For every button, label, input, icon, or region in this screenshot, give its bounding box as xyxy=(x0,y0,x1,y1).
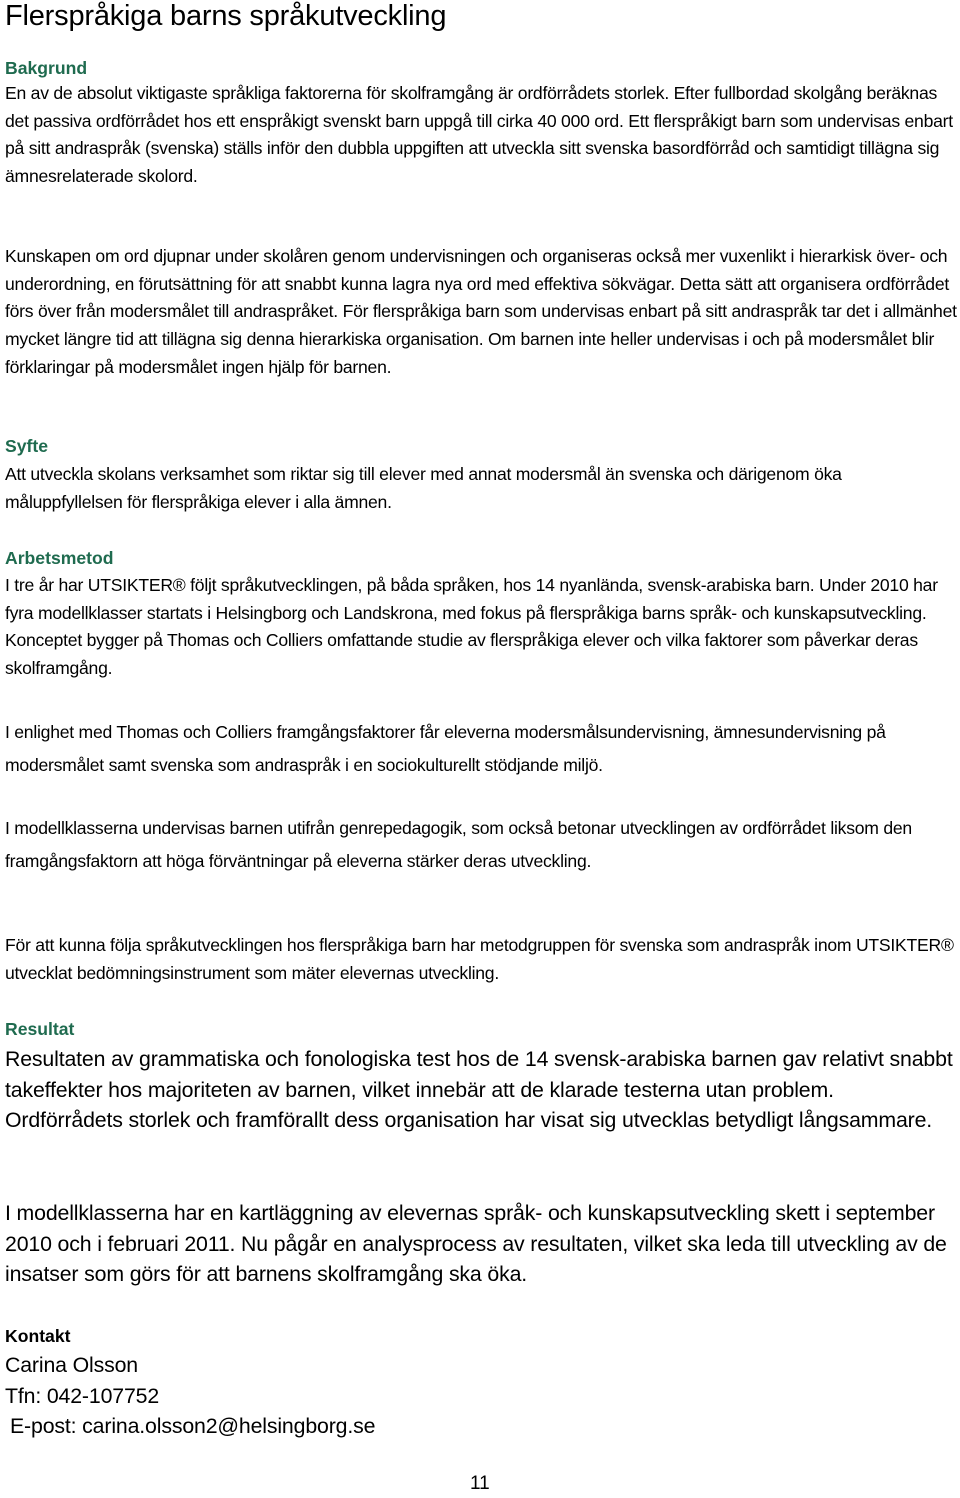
section-heading-resultat: Resultat xyxy=(5,1019,75,1039)
arbetsmetod-paragraph-1: I tre år har UTSIKTER® följt språkutvecklingen, på båda språken, hos 14 nyanlända, svensk-arabiska barn. Under 2010 har fyra modellklasser startats i Helsingborg och Landskrona, med fokus på flerspråkiga barns språk- och kunskapsutveckling. Konceptet bygger på Thomas och Colliers omfattande studie av flerspråkiga elever och vilka faktorer som påverkar deras skolframgång. xyxy=(5,575,938,678)
section-heading-bakgrund: Bakgrund xyxy=(5,58,88,78)
resultat-paragraph-1: Resultaten av grammatiska och fonologiska test hos de 14 svensk-arabiska barnen gav relativt snabbt takeffekter hos majoriteten av barnen, vilket innebär att de klarade testerna utan problem. Ordförrådets storlek och framförallt dess organisation har visat sig utvecklas betydligt långsammare. xyxy=(5,1047,953,1132)
section-heading-syfte: Syfte xyxy=(5,436,49,456)
section-heading-kontakt: Kontakt xyxy=(5,1326,71,1346)
contact-email: E-post: carina.olsson2@helsingborg.se xyxy=(10,1414,376,1438)
document-title: Flerspråkiga barns språkutveckling xyxy=(5,0,447,32)
arbetsmetod-paragraph-3: I modellklasserna undervisas barnen utifrån genrepedagogik, som också betonar utvecklingen av ordförrådet liksom den framgångsfaktorn att höga förväntningar på eleverna stärker deras utveckling. xyxy=(5,818,912,871)
section-heading-arbetsmetod: Arbetsmetod xyxy=(5,548,114,568)
contact-phone: Tfn: 042-107752 xyxy=(5,1384,160,1408)
arbetsmetod-paragraph-2: I enlighet med Thomas och Colliers framgångsfaktorer får eleverna modersmålsundervisning, ämnesundervisning på modersmålet samt svenska som andraspråk i en sociokulturellt stödjande miljö. xyxy=(5,722,886,775)
bakgrund-paragraph-1: En av de absolut viktigaste språkliga faktorerna för skolframgång är ordförrådets storlek. Efter fullbordad skolgång beräknas det passiva ordförrådet hos ett enspråkigt svenskt barn uppgå till cirka 40 000 ord. Ett flerspråkigt barn som undervisas enbart på sitt andraspråk (svenska) ställs inför den dubbla uppgiften att utveckla sitt svenska basordförråd och samtidigt tillägna sig ämnesrelaterade skolord. xyxy=(5,83,953,186)
syfte-paragraph: Att utveckla skolans verksamhet som riktar sig till elever med annat modersmål än svenska och därigenom öka måluppfyllelsen för flerspråkiga elever i alla ämnen. xyxy=(5,464,842,512)
contact-name: Carina Olsson xyxy=(5,1353,138,1377)
bakgrund-paragraph-2: Kunskapen om ord djupnar under skolåren genom undervisningen och organiseras också mer vuxenlikt i hierarkisk över- och underordning, en förutsättning för att snabbt kunna lagra nya ord med effektiva sökvägar. Detta sätt att organisera ordförrådet förs över från modersmålet till andraspråket. För flerspråkiga barn som undervisas enbart på sitt andraspråk tar det i allmänhet mycket längre tid att tillägna sig denna hierarkiska organisation. Om barnen inte heller undervisas i och på modersmålet blir förklaringar på modersmålet ingen hjälp för barnen. xyxy=(5,246,957,377)
resultat-paragraph-2: I modellklasserna har en kartläggning av elevernas språk- och kunskapsutveckling skett i september 2010 och i februari 2011. Nu pågår en analysprocess av resultaten, vilket ska leda till utveckling av de insatser som görs för att barnens skolframgång ska öka. xyxy=(5,1201,947,1286)
page-number: 11 xyxy=(470,1473,490,1494)
arbetsmetod-paragraph-4: För att kunna följa språkutvecklingen hos flerspråkiga barn har metodgruppen för svenska som andraspråk inom UTSIKTER® utvecklat bedömningsinstrument som mäter elevernas utveckling. xyxy=(5,935,954,983)
